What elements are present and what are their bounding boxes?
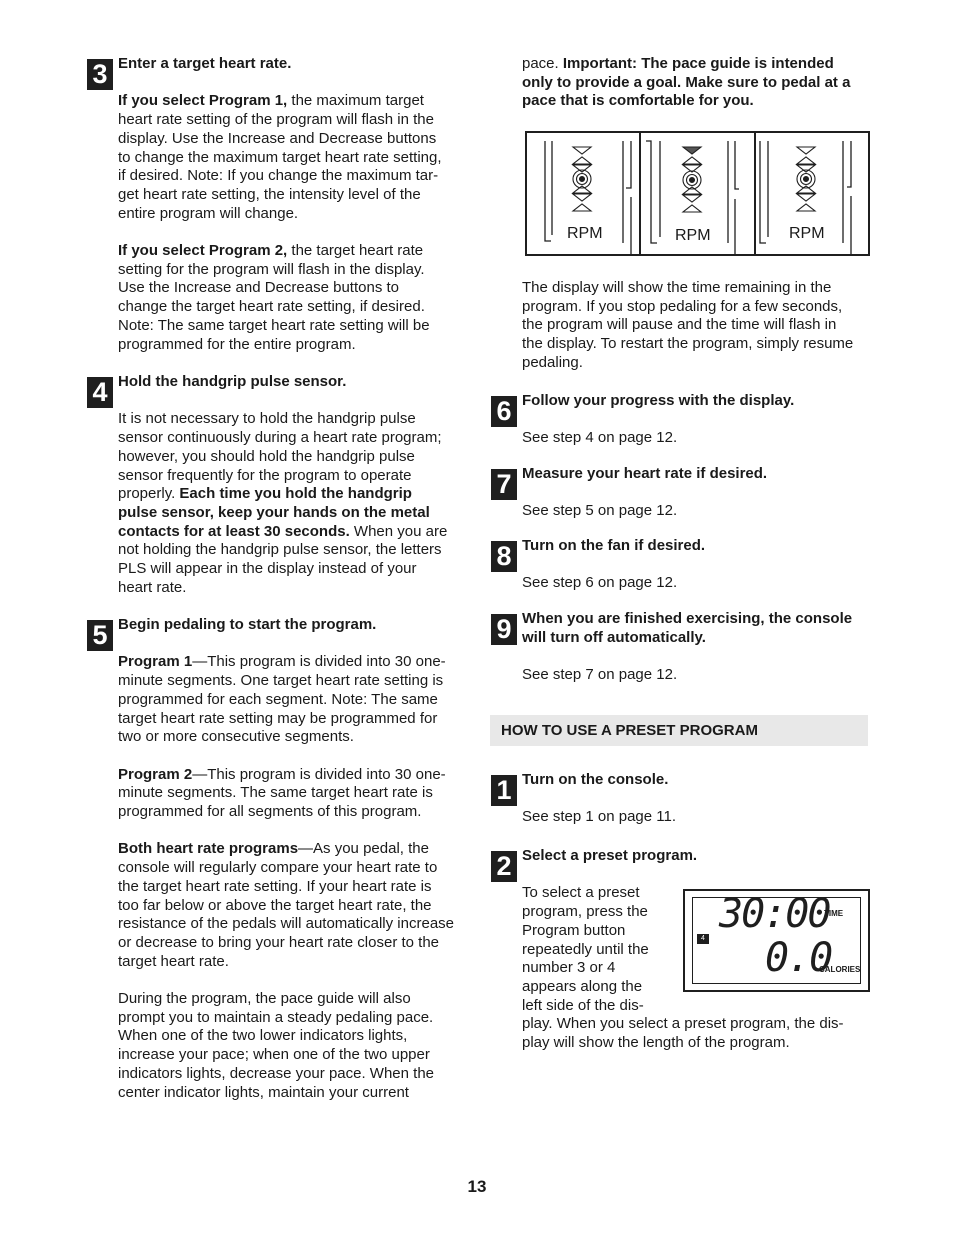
emphasis-text: pulse sensor, keep your hands on the metal: [118, 503, 430, 521]
text-line: the target heart rate setting. If your heart rate is: [118, 877, 432, 895]
step-9-title-line: will turn off automatically.: [522, 628, 706, 646]
step-6-title: Follow your progress with the display.: [522, 392, 795, 409]
step-8-title: Turn on the fan if desired.: [522, 537, 706, 554]
text-line: —This program is divided into 30 one-: [192, 765, 446, 783]
text-line: prompt you to maintain a steady pedaling pace.: [118, 1008, 434, 1026]
step-7-badge: 7: [491, 469, 517, 500]
text-line: When you are: [349, 522, 448, 540]
step-4-content: [118, 373, 468, 597]
time-readout: 30:00: [719, 891, 830, 937]
rpm-label-2: RPM: [675, 227, 711, 244]
text-line: PLS will appear in the display instead of your: [118, 560, 417, 578]
text-line: sensor frequently for the program to operate: [118, 466, 412, 484]
step-6-badge: 6: [491, 396, 517, 427]
text-line: play. When you select a preset program, the dis-: [522, 1015, 844, 1033]
text-line: Program button: [522, 921, 626, 939]
text-line: Use the Increase and Decrease buttons to: [118, 279, 400, 297]
step-8-content: [522, 537, 882, 593]
program-2-label: Program 2: [118, 765, 193, 783]
text-line: minute segments. The same target heart rate is: [118, 784, 433, 802]
display-paragraph: [522, 279, 882, 373]
calories-readout: 0.0: [765, 935, 832, 981]
step-8-badge: 8: [491, 541, 517, 572]
step-6-body: See step 4 on page 12.: [522, 429, 678, 447]
text-line: change the target heart rate setting, if desired.: [118, 298, 425, 316]
lcd-inner-frame: [692, 891, 861, 984]
page-number: 13: [467, 1177, 487, 1196]
text-line: increase your pace; when one of the two upper: [118, 1046, 430, 1064]
text-line: Note: The same target heart rate setting will be: [118, 316, 430, 334]
emphasis-text: pace that is comfortable for you.: [522, 92, 754, 110]
preset-step-1-badge: 1: [491, 775, 517, 806]
step-5-paragraph-3: [118, 840, 468, 971]
step-3-content: [118, 55, 468, 354]
text-line: the program will pause and the time will flash in: [522, 316, 837, 334]
text-line: repeatedly until the: [522, 940, 649, 958]
text-line: the display. To restart the program, simply resume: [522, 335, 854, 353]
step-4-title: Hold the handgrip pulse sensor.: [118, 373, 347, 390]
text-line: —As you pedal, the: [298, 840, 429, 858]
text-line: During the program, the pace guide will also: [118, 990, 411, 1007]
text-line: resistance of the pedals will automatically increase: [118, 915, 454, 933]
step-5-title: Begin pedaling to start the program.: [118, 616, 377, 633]
step-9-title-line: When you are finished exercising, the console: [522, 610, 853, 627]
text-line: the target heart rate: [287, 242, 424, 259]
step-3-badge: 3: [87, 59, 113, 90]
step-7-content: [522, 465, 882, 521]
preset-step-2-title: Select a preset program.: [522, 847, 698, 864]
step-9-body: See step 7 on page 12.: [522, 666, 678, 684]
rpm-label-3: RPM: [789, 225, 825, 242]
step-7-body: See step 5 on page 12.: [522, 502, 678, 520]
text-line: or decrease to bring your heart rate closer to the: [118, 933, 440, 951]
calories-label: CALORIES: [819, 965, 861, 974]
text-line: programmed for the entire program.: [118, 335, 356, 353]
step-7-title: Measure your heart rate if desired.: [522, 465, 768, 482]
text-line: programmed for each segment. Note: The same: [118, 690, 438, 708]
program-1-label: Program 1: [118, 653, 193, 671]
console-display-illustration: [683, 889, 870, 992]
program-2-label: If you select Program 2,: [118, 242, 288, 259]
step-6-content: [522, 392, 882, 448]
step-5-paragraph-4: [118, 990, 468, 1102]
emphasis-text: only to provide a goal. Make sure to pedal at a: [522, 73, 851, 91]
text-line: programmed for all segments of this program.: [118, 803, 422, 820]
step-5-paragraph-2: [118, 766, 468, 822]
step-5-content: [118, 616, 468, 1102]
text-line: two or more consecutive segments.: [118, 728, 354, 746]
upper-outer-indicator: [573, 147, 591, 154]
text-line: pace.: [522, 55, 563, 72]
step-4-badge: 4: [87, 377, 113, 408]
text-line: the maximum target: [287, 92, 424, 110]
emphasis-text: Important: The pace guide is intended: [562, 55, 834, 72]
text-line: if desired. Note: If you change the maximum tar-: [118, 167, 439, 185]
text-line: To select a preset: [522, 884, 640, 902]
step-9-content: [522, 610, 882, 685]
text-line: however, you should hold the handgrip pulse: [118, 447, 415, 465]
text-line: target heart rate setting may be programmed for: [118, 709, 438, 727]
text-line: center indicator lights, maintain your current: [118, 1083, 409, 1101]
text-line: program. If you stop pedaling for a few seconds,: [522, 297, 843, 315]
text-line: minute segments. One target heart rate setting is: [118, 672, 444, 690]
text-line: appears along the: [522, 977, 643, 995]
text-line: program, press the: [522, 903, 648, 921]
text-line: too far below or above the target heart rate, the: [118, 896, 432, 914]
rpm-label-1: RPM: [567, 225, 603, 242]
text-line: number 3 or 4: [522, 959, 616, 977]
text-line: not holding the handgrip pulse sensor, the letters: [118, 541, 442, 559]
step-5-badge: 5: [87, 620, 113, 651]
step-3-paragraph-1: [118, 92, 468, 223]
emphasis-text: contacts for at least 30 seconds.: [118, 522, 350, 540]
text-line: to change the maximum target heart rate setting,: [118, 148, 442, 166]
step-4-paragraph: [118, 410, 468, 597]
text-line: display. Use the Increase and Decrease buttons: [118, 129, 437, 147]
text-line: target heart rate.: [118, 952, 229, 970]
step-9-badge: 9: [491, 614, 517, 645]
text-line: properly.: [118, 485, 180, 503]
text-line: entire program will change.: [118, 204, 299, 222]
text-line: left side of the dis-: [522, 996, 644, 1014]
preset-step-1-content: [522, 771, 882, 827]
time-label: TIME: [824, 909, 844, 918]
section-header: HOW TO USE A PRESET PROGRAM: [490, 715, 868, 746]
text-line: It is not necessary to hold the handgrip pulse: [118, 410, 416, 428]
text-line: indicators lights, decrease your pace. When the: [118, 1064, 435, 1082]
step-5-paragraph-1: [118, 653, 468, 747]
preset-step-1-body: See step 1 on page 11.: [522, 808, 677, 826]
text-line: heart rate setting of the program will flash in the: [118, 111, 434, 129]
program-1-label: If you select Program 1,: [118, 92, 288, 110]
text-line: sensor continuously during a heart rate program;: [118, 429, 442, 447]
preset-step-2-badge: 2: [491, 851, 517, 882]
program-indicator: 4: [697, 934, 709, 944]
text-line: console will regularly compare your heart rate to: [118, 859, 438, 877]
both-programs-label: Both heart rate programs: [118, 840, 299, 858]
text-line: get heart rate setting, the intensity level of the: [118, 185, 421, 203]
pace-guide-illustration: [525, 131, 870, 256]
text-line: setting for the program will flash in the display.: [118, 260, 425, 278]
text-line: play will show the length of the program.: [522, 1034, 790, 1052]
step-8-body: See step 6 on page 12.: [522, 574, 678, 592]
text-line: heart rate.: [118, 578, 187, 596]
preset-step-1-title: Turn on the console.: [522, 771, 669, 788]
text-line: —This program is divided into 30 one-: [192, 653, 446, 671]
text-line: pedaling.: [522, 353, 583, 371]
step-3-paragraph-2: [118, 242, 468, 354]
emphasis-text: Each time you hold the handgrip: [179, 485, 412, 503]
text-line: The display will show the time remaining in the: [522, 279, 832, 296]
text-line: When one of the two lower indicators lights,: [118, 1027, 408, 1045]
step-3-title: Enter a target heart rate.: [118, 55, 292, 72]
pace-guide-continuation: [522, 55, 882, 111]
